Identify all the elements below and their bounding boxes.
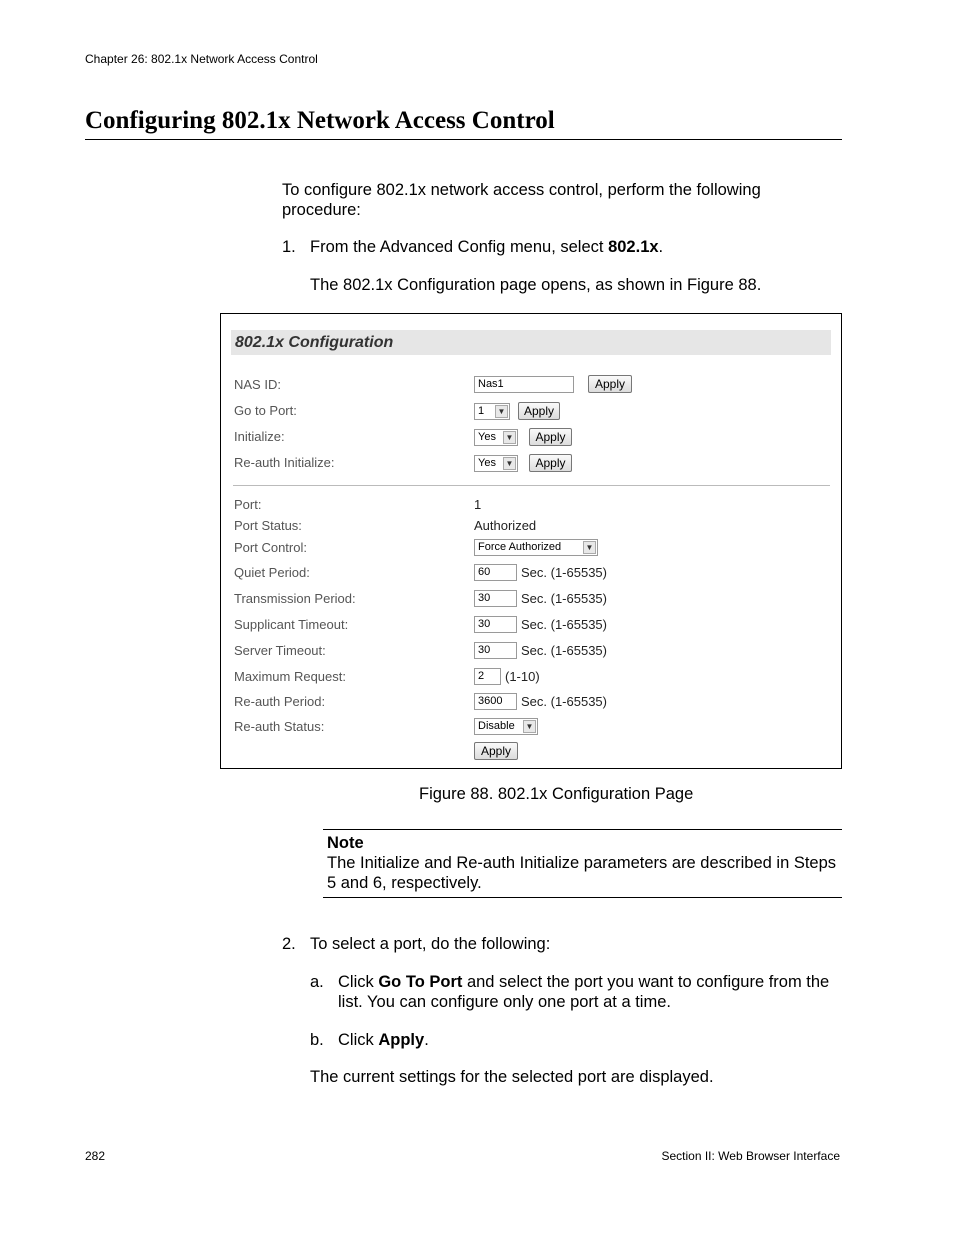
step-2a-pre: Click	[338, 973, 379, 991]
running-footer: Section II: Web Browser Interface	[661, 1149, 840, 1163]
chevron-down-icon: ▼	[495, 405, 508, 418]
server-timeout-input[interactable]: 30	[474, 642, 517, 659]
step-1-pre: From the Advanced Config menu, select	[310, 238, 609, 256]
go-to-port-select[interactable]	[474, 403, 510, 420]
port-status-label: Port Status:	[234, 518, 302, 533]
initialize-value: Yes	[478, 431, 496, 443]
note-title: Note	[327, 834, 364, 852]
transmission-period-unit: Sec. (1-65535)	[521, 591, 607, 606]
maximum-request-input[interactable]: 2	[474, 668, 501, 685]
reauth-initialize-apply-button[interactable]: Apply	[529, 454, 572, 472]
step-1-post: .	[658, 238, 664, 256]
note-box	[323, 829, 842, 898]
step-2a-bold: Go To Port	[378, 973, 463, 991]
step-2-text: To select a port, do the following:	[310, 935, 551, 953]
figure-caption: Figure 88. 802.1x Configuration Page	[419, 785, 694, 803]
maximum-request-unit: (1-10)	[505, 669, 540, 684]
reauth-initialize-label: Re-auth Initialize:	[234, 455, 335, 470]
step-2b-post: .	[424, 1031, 429, 1049]
step-1-result: The 802.1x Configuration page opens, as shown in Figure 88.	[310, 276, 762, 294]
maximum-request-label: Maximum Request:	[234, 669, 346, 684]
port-status-value: Authorized	[474, 518, 537, 533]
reauth-status-select[interactable]	[474, 718, 538, 735]
step-1-number: 1.	[282, 238, 296, 256]
figure-divider	[233, 485, 830, 486]
step-2b-bold: Apply	[378, 1031, 425, 1049]
reauth-initialize-select[interactable]	[474, 455, 518, 472]
step-2-result: The current settings for the selected port are displayed.	[310, 1068, 714, 1086]
chevron-down-icon: ▼	[503, 431, 516, 444]
supplicant-timeout-input[interactable]: 30	[474, 616, 517, 633]
reauth-period-input[interactable]: 3600	[474, 693, 517, 710]
port-apply-button[interactable]: Apply	[474, 742, 518, 760]
page-number: 282	[85, 1149, 106, 1163]
initialize-label: Initialize:	[234, 429, 285, 444]
step-2a-post: and select the port you want to configure from the list. You can configure only one port at a time.	[338, 973, 830, 1011]
nas-id-apply-button[interactable]: Apply	[588, 375, 632, 393]
chevron-down-icon: ▼	[523, 720, 536, 733]
config-figure	[220, 313, 842, 769]
figure-heading: 802.1x Configuration	[231, 330, 831, 355]
note-body: The Initialize and Re-auth Initialize parameters are described in Steps 5 and 6, respectively.	[327, 854, 837, 892]
supplicant-timeout-unit: Sec. (1-65535)	[521, 617, 607, 632]
step-2b-letter: b.	[310, 1031, 324, 1049]
port-label: Port:	[234, 497, 262, 512]
initialize-select[interactable]	[474, 429, 518, 446]
reauth-period-label: Re-auth Period:	[234, 694, 326, 709]
reauth-status-label: Re-auth Status:	[234, 719, 325, 734]
intro-paragraph: To configure 802.1x network access control, perform the following procedure:	[282, 181, 761, 219]
step-2a-letter: a.	[310, 973, 324, 991]
transmission-period-input[interactable]: 30	[474, 590, 517, 607]
chevron-down-icon: ▼	[503, 457, 516, 470]
quiet-period-label: Quiet Period:	[234, 565, 310, 580]
step-1-text	[310, 237, 663, 257]
step-2a-text	[338, 972, 838, 1012]
quiet-period-input[interactable]: 60	[474, 564, 517, 581]
step-2b-pre: Click	[338, 1031, 379, 1049]
step-2-number: 2.	[282, 935, 296, 953]
transmission-period-label: Transmission Period:	[234, 591, 356, 606]
initialize-apply-button[interactable]: Apply	[529, 428, 572, 446]
step-1-bold: 802.1x	[608, 238, 659, 256]
go-to-port-value: 1	[478, 405, 485, 417]
nas-id-input[interactable]: Nas1	[474, 376, 574, 393]
go-to-port-label: Go to Port:	[234, 403, 297, 418]
nas-id-label: NAS ID:	[234, 377, 281, 392]
section-title: Configuring 802.1x Network Access Control	[85, 107, 842, 140]
port-control-label: Port Control:	[234, 540, 307, 555]
supplicant-timeout-label: Supplicant Timeout:	[234, 617, 349, 632]
reauth-status-value: Disable	[478, 720, 515, 732]
server-timeout-unit: Sec. (1-65535)	[521, 643, 607, 658]
port-value: 1	[474, 497, 482, 512]
quiet-period-unit: Sec. (1-65535)	[521, 565, 607, 580]
go-to-port-apply-button[interactable]: Apply	[518, 402, 560, 420]
reauth-period-unit: Sec. (1-65535)	[521, 694, 607, 709]
reauth-initialize-value: Yes	[478, 457, 496, 469]
server-timeout-label: Server Timeout:	[234, 643, 326, 658]
port-control-select[interactable]	[474, 539, 598, 556]
step-2b-text	[338, 1030, 429, 1050]
running-header: Chapter 26: 802.1x Network Access Control	[85, 52, 318, 66]
port-control-value: Force Authorized	[478, 541, 562, 553]
chevron-down-icon: ▼	[583, 541, 596, 554]
